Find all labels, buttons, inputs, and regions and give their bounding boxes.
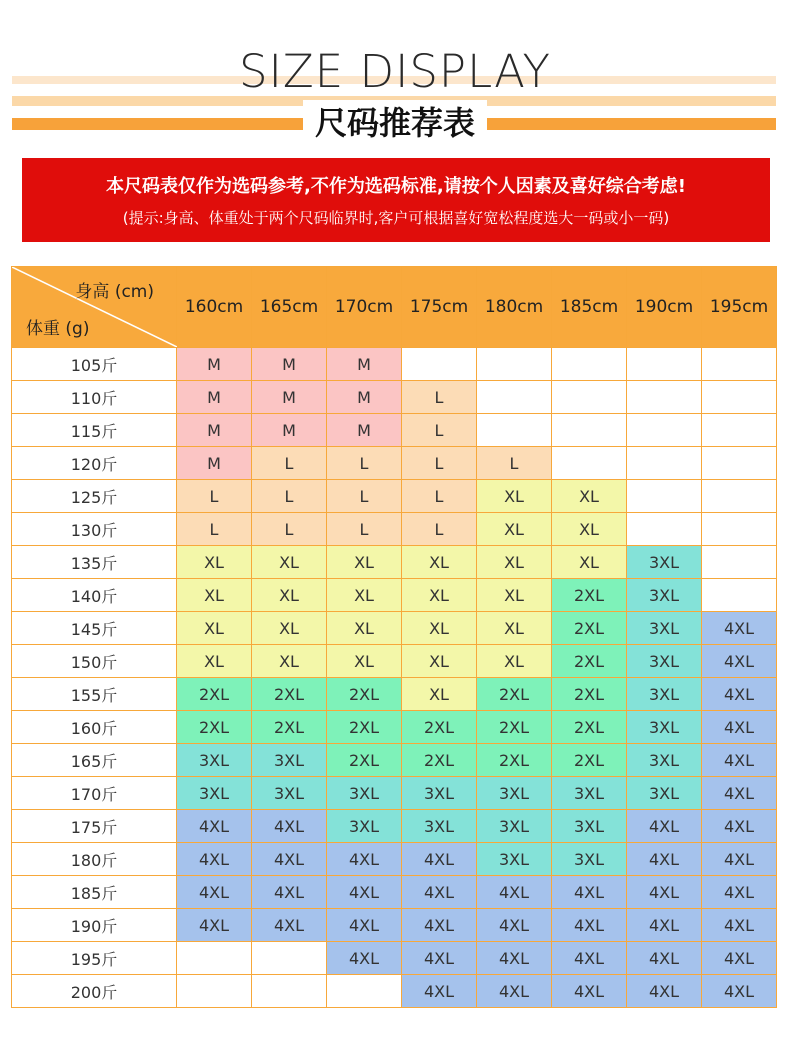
size-cell: 4XL [252, 843, 327, 876]
table-row [12, 942, 777, 975]
table-row [12, 348, 777, 381]
size-cell [627, 414, 702, 447]
size-cell: 3XL [627, 711, 702, 744]
size-table-header-row [12, 267, 777, 348]
size-cell [177, 975, 252, 1008]
size-cell: L [177, 480, 252, 513]
size-cell: L [477, 447, 552, 480]
height-header: 190cm [627, 267, 702, 348]
size-cell: XL [252, 645, 327, 678]
size-cell: 4XL [327, 876, 402, 909]
weight-cell: 185斤 [12, 876, 177, 909]
size-cell: XL [177, 645, 252, 678]
size-cell: 3XL [627, 612, 702, 645]
size-cell: 4XL [177, 843, 252, 876]
table-row [12, 381, 777, 414]
size-cell: 2XL [327, 744, 402, 777]
size-cell [702, 513, 777, 546]
size-cell: XL [402, 678, 477, 711]
size-cell: 3XL [627, 579, 702, 612]
size-cell: 4XL [702, 942, 777, 975]
table-row [12, 909, 777, 942]
size-cell: L [402, 513, 477, 546]
size-cell: 4XL [627, 909, 702, 942]
size-cell: 2XL [252, 711, 327, 744]
size-cell: XL [327, 612, 402, 645]
size-cell [627, 381, 702, 414]
table-row [12, 645, 777, 678]
size-cell: 2XL [402, 744, 477, 777]
size-cell: XL [552, 513, 627, 546]
height-header: 175cm [402, 267, 477, 348]
table-corner-header [12, 267, 177, 348]
size-cell: 3XL [402, 777, 477, 810]
table-row [12, 810, 777, 843]
weight-cell: 155斤 [12, 678, 177, 711]
weight-cell: 125斤 [12, 480, 177, 513]
size-cell [552, 447, 627, 480]
size-cell: 4XL [702, 678, 777, 711]
size-cell: XL [477, 513, 552, 546]
size-cell: L [402, 480, 477, 513]
size-cell: 4XL [402, 975, 477, 1008]
size-cell: XL [327, 645, 402, 678]
height-axis-label: 身高 (cm) [75, 282, 154, 302]
size-cell: 4XL [627, 942, 702, 975]
size-cell: 2XL [327, 678, 402, 711]
size-cell: XL [177, 612, 252, 645]
size-cell: 4XL [627, 876, 702, 909]
size-cell [627, 348, 702, 381]
size-cell [702, 579, 777, 612]
size-cell: XL [177, 579, 252, 612]
size-cell [477, 348, 552, 381]
size-cell: 4XL [552, 942, 627, 975]
table-row [12, 546, 777, 579]
weight-cell: 175斤 [12, 810, 177, 843]
size-cell: 4XL [252, 909, 327, 942]
size-cell: M [177, 414, 252, 447]
size-cell: 2XL [402, 711, 477, 744]
table-row [12, 975, 777, 1008]
size-cell: 3XL [327, 810, 402, 843]
size-cell: M [252, 414, 327, 447]
size-cell: 3XL [252, 744, 327, 777]
size-cell: 2XL [552, 711, 627, 744]
size-cell: L [402, 414, 477, 447]
size-cell: 4XL [702, 645, 777, 678]
size-cell: M [327, 381, 402, 414]
size-cell: L [252, 480, 327, 513]
size-cell: 4XL [702, 810, 777, 843]
height-header: 160cm [177, 267, 252, 348]
weight-cell: 115斤 [12, 414, 177, 447]
size-cell [177, 942, 252, 975]
size-cell [477, 381, 552, 414]
size-cell [702, 414, 777, 447]
table-row [12, 777, 777, 810]
size-cell: XL [552, 546, 627, 579]
size-cell: XL [327, 579, 402, 612]
size-cell: 3XL [477, 810, 552, 843]
size-cell: 4XL [477, 942, 552, 975]
size-cell: L [402, 381, 477, 414]
height-header: 165cm [252, 267, 327, 348]
weight-cell: 145斤 [12, 612, 177, 645]
weight-cell: 180斤 [12, 843, 177, 876]
weight-cell: 135斤 [12, 546, 177, 579]
size-cell: 2XL [552, 579, 627, 612]
size-cell: 3XL [177, 777, 252, 810]
size-cell [702, 381, 777, 414]
size-cell: 2XL [552, 645, 627, 678]
size-cell: 4XL [702, 711, 777, 744]
weight-cell: 120斤 [12, 447, 177, 480]
size-cell: XL [477, 579, 552, 612]
size-cell: XL [402, 546, 477, 579]
size-cell [702, 546, 777, 579]
size-cell [402, 348, 477, 381]
size-cell: L [252, 513, 327, 546]
size-cell [552, 414, 627, 447]
size-cell: XL [177, 546, 252, 579]
size-cell: 3XL [627, 546, 702, 579]
size-cell: 3XL [477, 843, 552, 876]
table-row [12, 678, 777, 711]
size-cell: 4XL [552, 975, 627, 1008]
size-table [11, 266, 777, 1008]
size-cell: 2XL [177, 678, 252, 711]
size-cell [327, 975, 402, 1008]
size-cell: XL [477, 480, 552, 513]
size-cell: 4XL [177, 810, 252, 843]
size-cell: M [252, 348, 327, 381]
weight-cell: 190斤 [12, 909, 177, 942]
size-cell: XL [252, 546, 327, 579]
size-cell: 2XL [327, 711, 402, 744]
table-row [12, 480, 777, 513]
size-table-body [12, 348, 777, 1008]
weight-cell: 105斤 [12, 348, 177, 381]
size-cell: 4XL [177, 909, 252, 942]
size-cell: M [252, 381, 327, 414]
size-cell: 4XL [177, 876, 252, 909]
size-cell: 4XL [402, 909, 477, 942]
size-cell: 4XL [702, 876, 777, 909]
size-cell: M [177, 348, 252, 381]
size-cell: 4XL [702, 612, 777, 645]
table-row [12, 843, 777, 876]
size-cell [252, 942, 327, 975]
size-cell: 4XL [627, 810, 702, 843]
size-cell [552, 348, 627, 381]
size-cell: 2XL [552, 612, 627, 645]
weight-cell: 160斤 [12, 711, 177, 744]
size-cell: XL [402, 579, 477, 612]
weight-cell: 200斤 [12, 975, 177, 1008]
size-cell: XL [252, 579, 327, 612]
weight-cell: 150斤 [12, 645, 177, 678]
table-row [12, 579, 777, 612]
size-cell: 4XL [702, 909, 777, 942]
height-header: 195cm [702, 267, 777, 348]
size-cell: 4XL [627, 975, 702, 1008]
size-cell: M [327, 414, 402, 447]
size-cell: L [402, 447, 477, 480]
size-cell: 4XL [702, 777, 777, 810]
size-cell [552, 381, 627, 414]
weight-cell: 165斤 [12, 744, 177, 777]
size-cell: 4XL [477, 909, 552, 942]
notice-line-2: (提示:身高、体重处于两个尺码临界时,客户可根据喜好宽松程度选大一码或小一码) [122, 209, 670, 227]
size-cell: 2XL [552, 678, 627, 711]
size-cell: 3XL [477, 777, 552, 810]
size-cell: 3XL [627, 678, 702, 711]
size-cell: 4XL [327, 909, 402, 942]
size-cell: 3XL [627, 645, 702, 678]
size-cell: 3XL [327, 777, 402, 810]
table-row [12, 414, 777, 447]
size-cell [627, 447, 702, 480]
size-cell [627, 513, 702, 546]
size-cell: XL [477, 645, 552, 678]
size-cell: 4XL [402, 876, 477, 909]
size-cell [627, 480, 702, 513]
size-cell: 3XL [552, 810, 627, 843]
size-cell [252, 975, 327, 1008]
size-cell: M [177, 381, 252, 414]
size-cell: 4XL [477, 975, 552, 1008]
size-cell: M [177, 447, 252, 480]
size-cell: 2XL [177, 711, 252, 744]
size-cell: 4XL [477, 876, 552, 909]
weight-cell: 110斤 [12, 381, 177, 414]
height-header: 180cm [477, 267, 552, 348]
weight-cell: 195斤 [12, 942, 177, 975]
size-cell: 3XL [177, 744, 252, 777]
table-row [12, 447, 777, 480]
size-cell: 4XL [252, 876, 327, 909]
size-cell: 4XL [552, 876, 627, 909]
size-cell: 4XL [702, 744, 777, 777]
size-cell [702, 447, 777, 480]
notice-line-1: 本尺码表仅作为选码参考,不作为选码标准,请按个人因素及喜好综合考虑! [106, 176, 686, 197]
size-cell: 2XL [252, 678, 327, 711]
size-cell: XL [327, 546, 402, 579]
size-cell: XL [402, 645, 477, 678]
size-cell: L [327, 447, 402, 480]
height-header: 170cm [327, 267, 402, 348]
size-cell: 2XL [552, 744, 627, 777]
table-row [12, 513, 777, 546]
height-header: 185cm [552, 267, 627, 348]
size-cell: XL [477, 546, 552, 579]
weight-cell: 140斤 [12, 579, 177, 612]
table-row [12, 711, 777, 744]
size-cell: XL [402, 612, 477, 645]
size-cell: 4XL [327, 843, 402, 876]
size-cell: 4XL [402, 843, 477, 876]
page-title: SIZE DISPLAY [239, 45, 551, 98]
size-cell: L [177, 513, 252, 546]
size-cell: XL [252, 612, 327, 645]
page-subtitle: 尺码推荐表 [303, 100, 487, 146]
size-cell: L [327, 480, 402, 513]
size-cell: 2XL [477, 711, 552, 744]
size-cell [702, 480, 777, 513]
size-cell: 4XL [402, 942, 477, 975]
size-cell: XL [552, 480, 627, 513]
size-cell: 2XL [477, 744, 552, 777]
size-cell: 4XL [552, 909, 627, 942]
size-cell: L [327, 513, 402, 546]
size-cell: 4XL [327, 942, 402, 975]
weight-cell: 170斤 [12, 777, 177, 810]
size-cell: 3XL [252, 777, 327, 810]
size-cell: M [327, 348, 402, 381]
size-cell: 4XL [702, 975, 777, 1008]
size-cell: 2XL [477, 678, 552, 711]
size-cell: 4XL [702, 843, 777, 876]
table-row [12, 876, 777, 909]
weight-cell: 130斤 [12, 513, 177, 546]
size-cell: XL [477, 612, 552, 645]
size-cell: 3XL [552, 843, 627, 876]
size-cell [477, 414, 552, 447]
table-row [12, 612, 777, 645]
size-cell: 4XL [627, 843, 702, 876]
size-cell: L [252, 447, 327, 480]
notice-banner [22, 158, 770, 242]
size-cell: 3XL [627, 744, 702, 777]
table-row [12, 744, 777, 777]
weight-axis-label: 体重 (g) [26, 319, 90, 339]
size-cell: 4XL [252, 810, 327, 843]
size-cell: 3XL [627, 777, 702, 810]
size-cell: 3XL [552, 777, 627, 810]
size-cell: 3XL [402, 810, 477, 843]
size-cell [702, 348, 777, 381]
